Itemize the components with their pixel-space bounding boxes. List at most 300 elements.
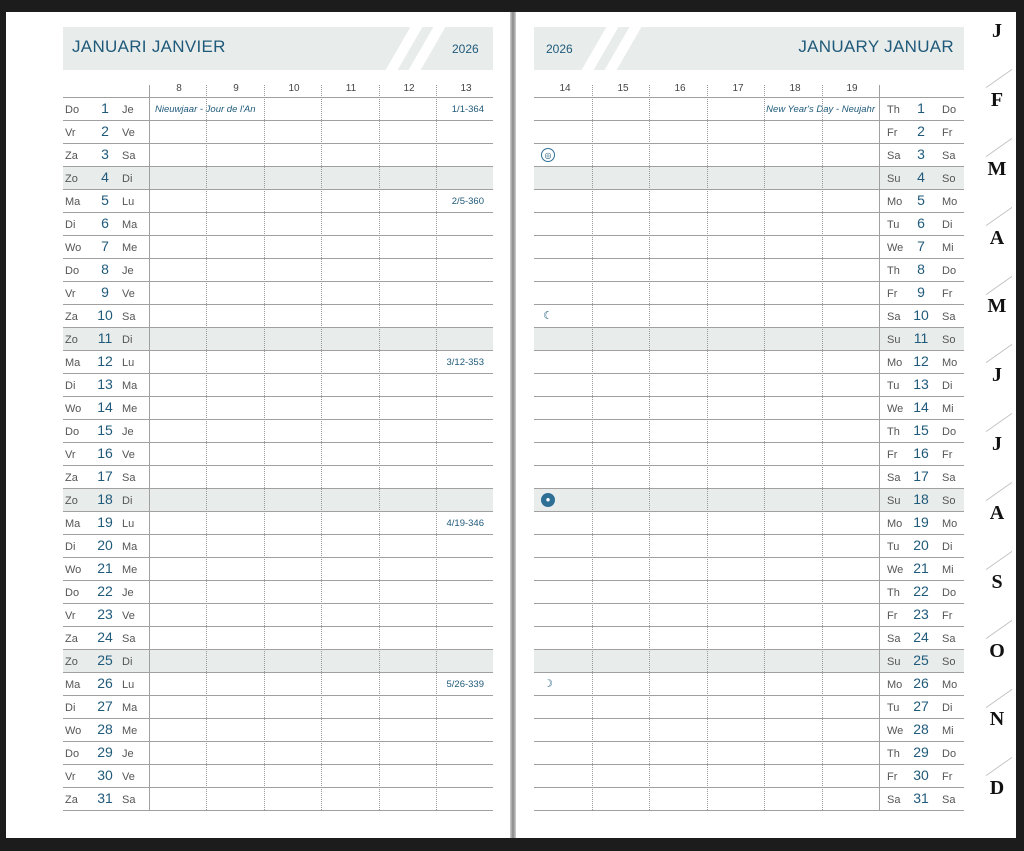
day-name-de: Di — [942, 702, 953, 714]
day-name-nl: Za — [65, 472, 78, 484]
day-row[interactable] — [63, 350, 493, 373]
day-number: 10 — [913, 307, 929, 323]
day-name-nl: Zo — [65, 173, 78, 185]
hour-divider — [379, 85, 380, 810]
day-number: 23 — [913, 606, 929, 622]
month-tab[interactable] — [980, 219, 1016, 288]
month-tab[interactable] — [980, 81, 1016, 150]
day-name-nl: Vr — [65, 771, 76, 783]
day-number: 18 — [913, 491, 929, 507]
day-name-fr: Ma — [122, 219, 138, 231]
day-number: 10 — [97, 307, 113, 323]
day-number: 31 — [913, 790, 929, 806]
day-number: 20 — [97, 537, 113, 553]
week-day-count: 4/19-346 — [446, 518, 484, 529]
day-name-en: Sa — [887, 472, 901, 484]
day-row[interactable] — [63, 143, 493, 166]
right-month-header — [534, 27, 964, 70]
hour-label: 19 — [846, 83, 858, 94]
day-name-en: Th — [887, 265, 900, 277]
left-day-grid — [63, 97, 493, 810]
holiday-note: New Year's Day - Neujahr — [766, 104, 875, 115]
day-name-de: Di — [942, 219, 953, 231]
day-row[interactable] — [534, 787, 964, 810]
day-name-fr: Je — [122, 748, 134, 760]
day-number: 14 — [97, 399, 113, 415]
month-tab[interactable] — [980, 425, 1016, 494]
left-hour-labels — [63, 83, 493, 97]
day-name-fr: Sa — [122, 472, 136, 484]
day-name-de: Mi — [942, 725, 954, 737]
day-row[interactable] — [534, 465, 964, 488]
day-row[interactable] — [534, 419, 964, 442]
day-row[interactable] — [534, 488, 964, 511]
day-name-nl: Ma — [65, 518, 81, 530]
day-row[interactable] — [534, 327, 964, 350]
day-name-nl: Do — [65, 587, 80, 599]
month-tab[interactable] — [980, 700, 1016, 769]
hour-label: 18 — [789, 83, 801, 94]
day-name-nl: Zo — [65, 656, 78, 668]
hour-divider — [822, 85, 823, 810]
month-tab-label: J — [992, 20, 1002, 42]
day-name-nl: Za — [65, 794, 78, 806]
day-row[interactable] — [534, 603, 964, 626]
month-tab[interactable] — [980, 563, 1016, 632]
day-number: 15 — [97, 422, 113, 438]
hour-label: 14 — [559, 83, 571, 94]
day-number: 8 — [917, 261, 925, 277]
day-number: 30 — [97, 767, 113, 783]
day-number: 26 — [97, 675, 113, 691]
day-name-de: So — [942, 495, 956, 507]
day-row[interactable] — [63, 212, 493, 235]
day-row[interactable] — [534, 695, 964, 718]
hour-label: 9 — [233, 83, 239, 94]
day-name-en: Th — [887, 587, 900, 599]
day-number: 5 — [101, 192, 109, 208]
new-moon-icon: ● — [541, 493, 555, 507]
day-name-fr: Lu — [122, 518, 135, 530]
day-name-fr: Lu — [122, 679, 135, 691]
day-name-fr: Me — [122, 403, 138, 415]
day-name-en: Tu — [887, 702, 900, 714]
last-quarter-icon: ☾ — [543, 310, 553, 322]
hour-divider — [264, 85, 265, 810]
day-name-en: Su — [887, 495, 901, 507]
day-name-nl: Za — [65, 150, 78, 162]
day-row[interactable] — [63, 511, 493, 534]
day-number: 31 — [97, 790, 113, 806]
day-name-en: Fr — [887, 610, 898, 622]
week-day-count: 2/5-360 — [451, 196, 484, 207]
day-name-fr: Ve — [122, 771, 135, 783]
day-name-fr: Sa — [122, 633, 136, 645]
day-row[interactable] — [534, 534, 964, 557]
day-row[interactable] — [63, 442, 493, 465]
week-day-count: 3/12-353 — [446, 357, 484, 368]
day-number: 4 — [101, 169, 109, 185]
day-row[interactable] — [534, 396, 964, 419]
day-name-nl: Ma — [65, 357, 81, 369]
day-name-fr: Me — [122, 564, 138, 576]
day-number: 6 — [917, 215, 925, 231]
day-row[interactable] — [63, 787, 493, 810]
day-row[interactable] — [63, 557, 493, 580]
day-name-fr: Sa — [122, 794, 136, 806]
day-row[interactable] — [63, 419, 493, 442]
day-number: 24 — [97, 629, 113, 645]
day-row[interactable] — [63, 718, 493, 741]
day-name-fr: Je — [122, 104, 134, 116]
day-number: 22 — [97, 583, 113, 599]
day-row[interactable] — [534, 718, 964, 741]
day-row[interactable] — [534, 649, 964, 672]
hour-label: 8 — [176, 83, 182, 94]
right-month-title: JANUARY JANUAR — [798, 37, 954, 56]
day-name-en: Th — [887, 104, 900, 116]
week-day-count: 1/1-364 — [451, 104, 484, 115]
day-name-nl: Za — [65, 633, 78, 645]
hour-divider — [649, 85, 650, 810]
day-name-en: Su — [887, 656, 901, 668]
day-number: 28 — [913, 721, 929, 737]
day-number: 19 — [97, 514, 113, 530]
day-name-fr: Ve — [122, 449, 135, 461]
day-name-de: So — [942, 656, 956, 668]
grid-bottom-line — [63, 810, 493, 811]
day-name-fr: Ve — [122, 610, 135, 622]
day-name-en: We — [887, 403, 904, 415]
day-row[interactable] — [534, 350, 964, 373]
day-row[interactable] — [63, 488, 493, 511]
day-name-en: Su — [887, 334, 901, 346]
day-number: 23 — [97, 606, 113, 622]
day-name-fr: Lu — [122, 357, 135, 369]
day-name-de: So — [942, 173, 956, 185]
day-name-nl: Zo — [65, 334, 78, 346]
day-name-nl: Do — [65, 104, 80, 116]
hour-label: 17 — [732, 83, 744, 94]
day-row[interactable] — [534, 442, 964, 465]
week-day-count: 5/26-339 — [446, 679, 484, 690]
day-row[interactable] — [63, 396, 493, 419]
left-month-header — [63, 27, 493, 70]
day-name-de: Mo — [942, 679, 958, 691]
day-name-nl: Di — [65, 702, 76, 714]
day-name-fr: Di — [122, 173, 133, 185]
day-number: 12 — [97, 353, 113, 369]
day-name-nl: Wo — [65, 725, 82, 737]
day-name-nl: Vr — [65, 610, 76, 622]
day-number: 29 — [97, 744, 113, 760]
month-tab-label: N — [989, 708, 1005, 731]
day-row[interactable] — [63, 166, 493, 189]
day-name-nl: Di — [65, 541, 76, 553]
month-tab-label: M — [987, 157, 1007, 180]
day-number: 17 — [913, 468, 929, 484]
day-name-en: Tu — [887, 219, 900, 231]
day-name-en: Mo — [887, 518, 903, 530]
day-row[interactable] — [63, 534, 493, 557]
day-name-de: Do — [942, 104, 957, 116]
day-number: 25 — [913, 652, 929, 668]
day-number: 6 — [101, 215, 109, 231]
day-name-de: Di — [942, 541, 953, 553]
month-tab-label: J — [992, 364, 1002, 387]
day-row[interactable] — [63, 97, 493, 120]
day-name-fr: Ma — [122, 702, 138, 714]
hour-label: 12 — [403, 83, 415, 94]
day-number: 14 — [913, 399, 929, 415]
day-name-en: Sa — [887, 311, 901, 323]
day-number: 4 — [917, 169, 925, 185]
day-number: 13 — [913, 376, 929, 392]
left-page — [6, 12, 510, 838]
day-row[interactable] — [63, 304, 493, 327]
day-row[interactable] — [534, 304, 964, 327]
day-name-de: Sa — [942, 472, 956, 484]
day-name-en: Th — [887, 426, 900, 438]
day-name-fr: Di — [122, 656, 133, 668]
day-name-de: Fr — [942, 127, 953, 139]
day-number: 16 — [913, 445, 929, 461]
day-name-en: We — [887, 564, 904, 576]
month-tab[interactable] — [980, 150, 1016, 219]
day-row[interactable] — [63, 258, 493, 281]
day-number: 20 — [913, 537, 929, 553]
day-name-en: Su — [887, 173, 901, 185]
day-row[interactable] — [63, 327, 493, 350]
day-number: 2 — [917, 123, 925, 139]
day-name-nl: Do — [65, 748, 80, 760]
day-name-de: Fr — [942, 449, 953, 461]
day-row[interactable] — [63, 120, 493, 143]
day-name-fr: Ma — [122, 380, 138, 392]
month-tab[interactable] — [980, 769, 1016, 838]
day-name-de: Fr — [942, 610, 953, 622]
day-row[interactable] — [63, 695, 493, 718]
day-name-fr: Je — [122, 426, 134, 438]
day-name-nl: Wo — [65, 242, 82, 254]
right-day-grid — [534, 97, 964, 810]
day-row[interactable] — [534, 235, 964, 258]
day-number: 16 — [97, 445, 113, 461]
day-row[interactable] — [534, 672, 964, 695]
grid-bottom-line — [534, 810, 964, 811]
month-tab-label: S — [991, 570, 1003, 593]
day-number: 3 — [917, 146, 925, 162]
day-row[interactable] — [63, 281, 493, 304]
day-row[interactable] — [534, 189, 964, 212]
day-row[interactable] — [63, 626, 493, 649]
day-row[interactable] — [534, 741, 964, 764]
month-tab[interactable] — [980, 632, 1016, 701]
day-column-divider — [149, 85, 150, 810]
day-name-nl: Za — [65, 311, 78, 323]
day-name-en: Mo — [887, 196, 903, 208]
day-name-en: Sa — [887, 633, 901, 645]
day-name-de: Mo — [942, 196, 958, 208]
day-name-de: Do — [942, 748, 957, 760]
day-name-de: So — [942, 334, 956, 346]
full-moon-icon: ◎ — [541, 148, 555, 162]
hour-label: 10 — [288, 83, 300, 94]
day-name-fr: Je — [122, 265, 134, 277]
day-row[interactable] — [63, 235, 493, 258]
day-row[interactable] — [534, 212, 964, 235]
day-number: 8 — [101, 261, 109, 277]
month-index-tabs — [980, 12, 1016, 838]
day-name-fr: Ve — [122, 127, 135, 139]
day-number: 18 — [97, 491, 113, 507]
month-tab-label: O — [989, 639, 1005, 662]
day-number: 25 — [97, 652, 113, 668]
day-row[interactable] — [534, 166, 964, 189]
day-name-nl: Di — [65, 380, 76, 392]
day-name-en: Tu — [887, 541, 900, 553]
month-tab-label: J — [992, 433, 1002, 455]
day-name-en: Tu — [887, 380, 900, 392]
hour-divider — [764, 85, 765, 810]
day-row[interactable] — [63, 580, 493, 603]
day-number: 29 — [913, 744, 929, 760]
day-name-en: Th — [887, 748, 900, 760]
day-name-fr: Sa — [122, 311, 136, 323]
day-number: 2 — [101, 123, 109, 139]
day-row[interactable] — [534, 626, 964, 649]
day-row[interactable] — [534, 143, 964, 166]
day-name-nl: Vr — [65, 288, 76, 300]
day-name-fr: Di — [122, 495, 133, 507]
day-name-en: Mo — [887, 357, 903, 369]
day-number: 9 — [917, 284, 925, 300]
day-number: 27 — [97, 698, 113, 714]
day-number: 24 — [913, 629, 929, 645]
day-number: 30 — [913, 767, 929, 783]
day-number: 13 — [97, 376, 113, 392]
month-tab[interactable] — [980, 356, 1016, 425]
day-number: 21 — [97, 560, 113, 576]
day-name-nl: Do — [65, 265, 80, 277]
day-row[interactable] — [534, 281, 964, 304]
day-row[interactable] — [63, 764, 493, 787]
day-name-en: Fr — [887, 127, 898, 139]
day-row[interactable] — [534, 120, 964, 143]
month-tab-label: F — [990, 88, 1004, 111]
hour-divider — [206, 85, 207, 810]
day-name-fr: Ma — [122, 541, 138, 553]
day-number: 3 — [101, 146, 109, 162]
first-quarter-icon: ☽ — [543, 678, 553, 690]
left-year: 2026 — [452, 42, 479, 56]
day-row[interactable] — [534, 373, 964, 396]
day-row[interactable] — [534, 258, 964, 281]
day-name-en: We — [887, 242, 904, 254]
day-name-fr: Me — [122, 242, 138, 254]
day-number: 17 — [97, 468, 113, 484]
day-row[interactable] — [534, 764, 964, 787]
day-name-nl: Ma — [65, 196, 81, 208]
day-name-de: Di — [942, 380, 953, 392]
day-row[interactable] — [534, 557, 964, 580]
day-name-fr: Di — [122, 334, 133, 346]
left-month-title: JANUARI JANVIER — [72, 37, 226, 56]
day-name-de: Mi — [942, 564, 954, 576]
day-row[interactable] — [63, 603, 493, 626]
day-name-nl: Wo — [65, 564, 82, 576]
day-number: 19 — [913, 514, 929, 530]
day-row[interactable] — [63, 189, 493, 212]
day-name-nl: Di — [65, 219, 76, 231]
day-name-en: Fr — [887, 771, 898, 783]
day-name-de: Sa — [942, 311, 956, 323]
month-tab-label: M — [987, 295, 1007, 318]
day-name-nl: Ma — [65, 679, 81, 691]
hour-label: 16 — [674, 83, 686, 94]
right-page — [516, 12, 980, 838]
day-name-fr: Sa — [122, 150, 136, 162]
day-row[interactable] — [63, 741, 493, 764]
day-name-en: Fr — [887, 449, 898, 461]
day-name-fr: Me — [122, 725, 138, 737]
day-name-de: Sa — [942, 150, 956, 162]
day-name-en: Fr — [887, 288, 898, 300]
day-name-de: Do — [942, 265, 957, 277]
day-number: 11 — [913, 330, 929, 346]
day-row[interactable] — [534, 97, 964, 120]
day-number: 5 — [917, 192, 925, 208]
hour-divider — [321, 85, 322, 810]
day-name-en: Mo — [887, 679, 903, 691]
day-name-fr: Je — [122, 587, 134, 599]
day-name-nl: Wo — [65, 403, 82, 415]
day-number: 1 — [917, 100, 925, 116]
day-number: 15 — [913, 422, 929, 438]
day-number: 12 — [913, 353, 929, 369]
day-number: 28 — [97, 721, 113, 737]
day-name-en: Sa — [887, 150, 901, 162]
day-name-de: Mo — [942, 357, 958, 369]
day-name-de: Fr — [942, 288, 953, 300]
day-row[interactable] — [63, 649, 493, 672]
day-name-de: Sa — [942, 794, 956, 806]
day-name-de: Do — [942, 587, 957, 599]
day-row[interactable] — [534, 580, 964, 603]
day-row[interactable] — [534, 511, 964, 534]
month-tab-label: A — [989, 226, 1005, 249]
day-name-de: Do — [942, 426, 957, 438]
day-name-nl: Vr — [65, 449, 76, 461]
day-row[interactable] — [63, 373, 493, 396]
day-name-nl: Do — [65, 426, 80, 438]
day-number: 26 — [913, 675, 929, 691]
month-tab[interactable] — [980, 12, 1016, 81]
day-number: 22 — [913, 583, 929, 599]
hour-label: 13 — [460, 83, 472, 94]
day-name-fr: Ve — [122, 288, 135, 300]
hour-divider — [436, 85, 437, 810]
month-tab[interactable] — [980, 494, 1016, 563]
day-row[interactable] — [63, 465, 493, 488]
day-number: 1 — [101, 100, 109, 116]
hour-divider — [592, 85, 593, 810]
month-tab[interactable] — [980, 287, 1016, 356]
right-hour-labels — [534, 83, 964, 97]
day-row[interactable] — [63, 672, 493, 695]
hour-divider — [707, 85, 708, 810]
day-name-nl: Vr — [65, 127, 76, 139]
